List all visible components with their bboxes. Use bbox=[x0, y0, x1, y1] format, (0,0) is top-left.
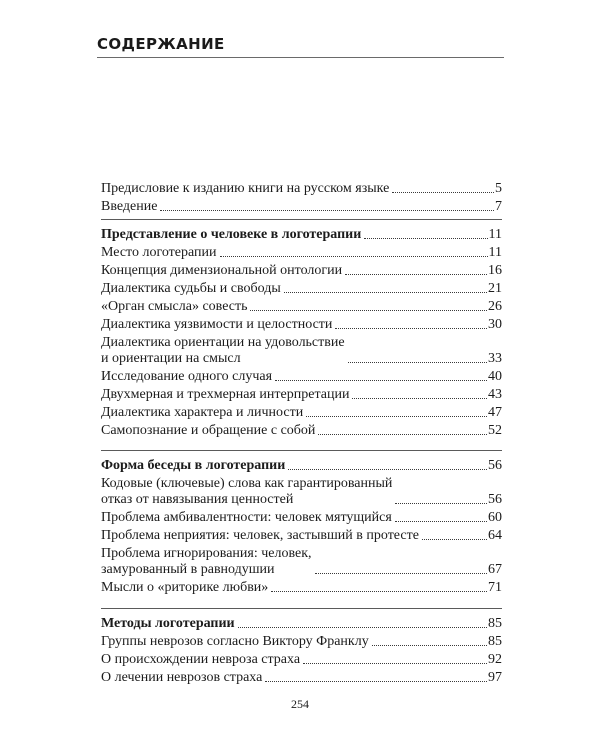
toc-section-heading[interactable] bbox=[101, 225, 502, 243]
toc-section-page: 85 bbox=[488, 616, 502, 631]
toc-entry-title: Диалектика уязвимости и целостности bbox=[101, 317, 333, 332]
toc-entry-title: Концепция димензиональной онтологии bbox=[101, 263, 343, 278]
toc-entry-title: Кодовые (ключевые) слова как гарантированный отказ от навязывания ценностей bbox=[101, 476, 393, 507]
toc-entry-title: Исследование одного случая bbox=[101, 369, 273, 384]
toc-entry-page: 97 bbox=[488, 670, 502, 685]
toc-entry-page: 40 bbox=[488, 369, 502, 384]
table-of-contents bbox=[101, 179, 502, 686]
toc-entry-page: 85 bbox=[488, 634, 502, 649]
toc-entry-page: 16 bbox=[488, 263, 502, 278]
toc-entry-page: 52 bbox=[488, 423, 502, 438]
dot-leader bbox=[288, 469, 487, 470]
toc-entry-title: Самопознание и обращение с собой bbox=[101, 423, 316, 438]
dot-leader bbox=[335, 328, 487, 329]
toc-entry[interactable] bbox=[101, 403, 502, 421]
dot-leader bbox=[265, 681, 487, 682]
toc-entry-page: 60 bbox=[488, 510, 502, 525]
toc-entry[interactable] bbox=[101, 279, 502, 297]
dot-leader bbox=[160, 210, 494, 211]
page-heading: СОДЕРЖАНИЕ bbox=[97, 35, 225, 53]
toc-entry-page: 7 bbox=[495, 199, 502, 214]
toc-entry[interactable] bbox=[101, 632, 502, 650]
toc-entry-preface[interactable] bbox=[101, 179, 502, 197]
dot-leader bbox=[364, 238, 487, 239]
toc-entry-title: О происхождении невроза страха bbox=[101, 652, 301, 667]
toc-entry-page: 11 bbox=[488, 245, 502, 260]
toc-entry[interactable] bbox=[101, 578, 502, 596]
toc-entry[interactable] bbox=[101, 474, 502, 508]
toc-entry-title: Проблема игнорирования: человек, замурованный в равнодушии bbox=[101, 546, 312, 577]
dot-leader bbox=[422, 539, 487, 540]
dot-leader bbox=[395, 521, 487, 522]
toc-entry[interactable] bbox=[101, 508, 502, 526]
toc-entry[interactable] bbox=[101, 526, 502, 544]
toc-entry-title: Диалектика ориентации на удовольствие и ориентации на смысл bbox=[101, 335, 345, 366]
toc-entry-page: 71 bbox=[488, 580, 502, 595]
dot-leader bbox=[250, 310, 487, 311]
toc-entry-title: Группы неврозов согласно Виктору Франклу bbox=[101, 634, 369, 649]
dot-leader bbox=[348, 362, 487, 363]
toc-entry-title: Введение bbox=[101, 199, 158, 214]
dot-leader bbox=[271, 591, 487, 592]
toc-entry-page: 33 bbox=[488, 351, 502, 366]
toc-entry[interactable] bbox=[101, 668, 502, 686]
dot-leader bbox=[372, 645, 487, 646]
toc-section-heading[interactable] bbox=[101, 456, 502, 474]
toc-entry-introduction[interactable] bbox=[101, 197, 502, 215]
toc-entry[interactable] bbox=[101, 544, 502, 578]
toc-entry-page: 67 bbox=[488, 562, 502, 577]
toc-entry-title: Диалектика судьбы и свободы bbox=[101, 281, 281, 296]
toc-entry-title: Мысли о «риторике любви» bbox=[101, 580, 269, 595]
toc-entry-page: 5 bbox=[495, 181, 502, 196]
toc-entry[interactable] bbox=[101, 315, 502, 333]
toc-entry-page: 30 bbox=[488, 317, 502, 332]
dot-leader bbox=[352, 398, 487, 399]
toc-entry-page: 26 bbox=[488, 299, 502, 314]
dot-leader bbox=[392, 192, 494, 193]
dot-leader bbox=[318, 434, 487, 435]
page-number: 254 bbox=[291, 697, 309, 711]
dot-leader bbox=[220, 256, 488, 257]
dot-leader bbox=[303, 663, 487, 664]
toc-section-page: 11 bbox=[488, 227, 502, 242]
toc-entry[interactable] bbox=[101, 421, 502, 439]
toc-entry-title: Место логотерапии bbox=[101, 245, 217, 260]
toc-entry-title: Диалектика характера и личности bbox=[101, 405, 304, 420]
toc-entry-page: 92 bbox=[488, 652, 502, 667]
dot-leader bbox=[315, 573, 487, 574]
toc-entry[interactable] bbox=[101, 297, 502, 315]
dot-leader bbox=[284, 292, 487, 293]
toc-entry[interactable] bbox=[101, 243, 502, 261]
toc-entry-title: Проблема неприятия: человек, застывший в протесте bbox=[101, 528, 419, 543]
toc-section-page: 56 bbox=[488, 458, 502, 473]
toc-entry[interactable] bbox=[101, 650, 502, 668]
dot-leader bbox=[395, 503, 487, 504]
toc-section-heading[interactable] bbox=[101, 614, 502, 632]
toc-entry-title: Двухмерная и трехмерная интерпретации bbox=[101, 387, 350, 402]
toc-entry-title: Проблема амбивалентности: человек мятущийся bbox=[101, 510, 392, 525]
toc-entry[interactable] bbox=[101, 333, 502, 367]
toc-entry-page: 56 bbox=[488, 492, 502, 507]
toc-entry-page: 21 bbox=[488, 281, 502, 296]
toc-section-title: Представление о человеке в логотерапии bbox=[101, 227, 362, 242]
toc-entry[interactable] bbox=[101, 367, 502, 385]
toc-entry-title: О лечении неврозов страха bbox=[101, 670, 263, 685]
heading-rule bbox=[97, 57, 504, 58]
dot-leader bbox=[306, 416, 487, 417]
toc-entry[interactable] bbox=[101, 385, 502, 403]
toc-section-title: Методы логотерапии bbox=[101, 616, 235, 631]
dot-leader bbox=[345, 274, 487, 275]
toc-entry-title: «Орган смысла» совесть bbox=[101, 299, 248, 314]
toc-entry[interactable] bbox=[101, 261, 502, 279]
toc-entry-page: 47 bbox=[488, 405, 502, 420]
toc-entry-title: Предисловие к изданию книги на русском языке bbox=[101, 181, 390, 196]
toc-entry-page: 43 bbox=[488, 387, 502, 402]
dot-leader bbox=[238, 627, 487, 628]
toc-entry-page: 64 bbox=[488, 528, 502, 543]
dot-leader bbox=[275, 380, 487, 381]
toc-section-title: Форма беседы в логотерапии bbox=[101, 458, 286, 473]
